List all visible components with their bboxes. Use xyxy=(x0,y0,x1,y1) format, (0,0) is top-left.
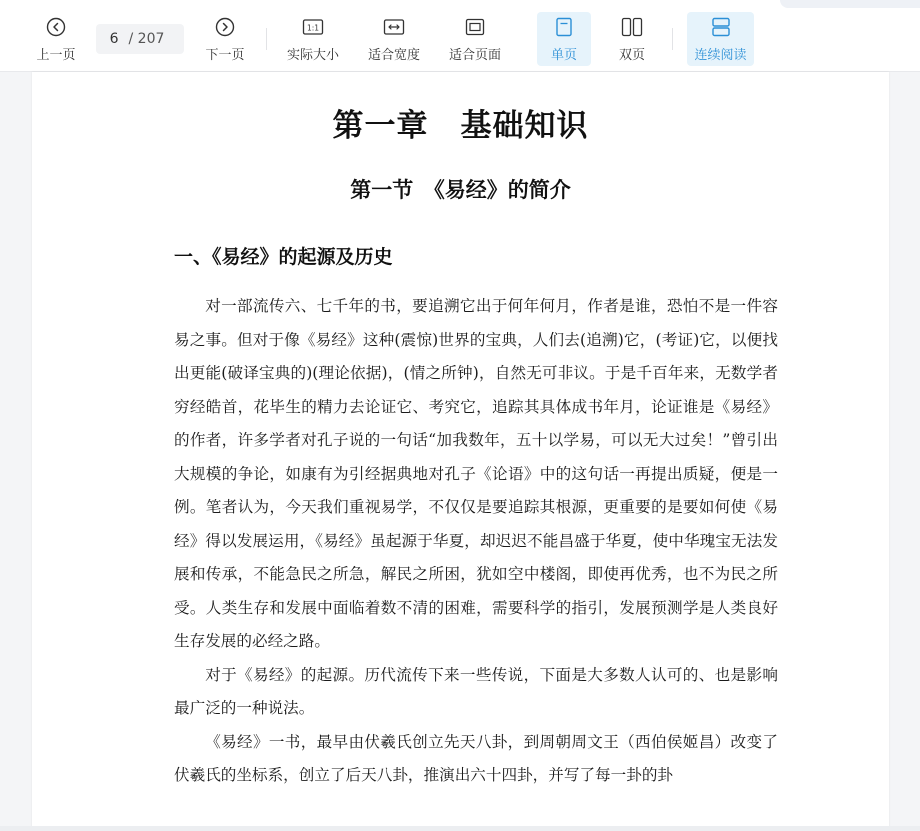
bottom-edge xyxy=(0,826,920,831)
fit-width-button[interactable] xyxy=(363,12,425,66)
actual-size-label: 实际大小 xyxy=(286,48,339,63)
svg-text:1:1: 1:1 xyxy=(306,23,320,33)
subheading: 一、《易经》的起源及历史 xyxy=(174,246,393,268)
fit-width-icon xyxy=(383,16,405,38)
actual-size-icon xyxy=(302,16,324,38)
toolbar-divider xyxy=(266,28,267,50)
actual-size-button[interactable] xyxy=(282,12,344,66)
body-text xyxy=(174,290,778,793)
chevron-right-circle-icon xyxy=(215,16,235,38)
double-page-label: 双页 xyxy=(618,48,645,63)
continuous-reading-button[interactable] xyxy=(687,12,754,66)
toolbar-divider xyxy=(672,28,673,50)
prev-page-label: 上一页 xyxy=(36,48,76,63)
current-page-input[interactable]: 6 xyxy=(109,31,119,47)
section-title: 第一节 《易经》的简介 xyxy=(350,177,571,202)
single-page-icon xyxy=(555,16,573,38)
double-page-button[interactable] xyxy=(606,12,658,66)
fit-page-label: 适合页面 xyxy=(448,48,501,63)
continuous-reading-label: 连续阅读 xyxy=(694,48,747,63)
fit-width-label: 适合宽度 xyxy=(367,48,420,63)
next-page-label: 下一页 xyxy=(205,48,245,63)
fit-page-button[interactable] xyxy=(444,12,506,66)
prev-page-button[interactable] xyxy=(30,12,82,66)
total-pages: / 207 xyxy=(128,31,165,47)
single-page-label: 单页 xyxy=(550,48,577,63)
paragraph: 对一部流传六、七千年的书，要追溯它出于何年何月，作者是谁，恐怕不是一件容易之事。但对于像《易经》这种(震惊)世界的宝典，人们去(追溯)它，(考证)它，以便找出更能(破译宝典的)(理论依据)，(情之所钟)，自然无可非议。于是千百年来，无数学者穷经皓首，花毕生的精力去论证它、考究它，追踪其具体成书年月，论证谁是《易经》的作者，许多学者对孔子说的一句话“加我数年，五十以学易，可以无大过矣！”曾引出大规模的争论，如康有为引经据典地对孔子《论语》中的这句话一再提出质疑，便是一例。笔者认为，今天我们重视易学，不仅仅是要追踪其根源，更重要的是要如何使《易经》得以发展运用，《易经》虽起源于华夏，却迟迟不能昌盛于华夏，使中华瑰宝无法发展和传承，不能急民之所急，解民之所困，犹如空中楼阁，即使再优秀，也不为民之所受。人类生存和发展中面临着数不清的困难，需要科学的指引，发展预测学是人类良好生存发展的必经之路。 xyxy=(174,297,778,650)
paragraph: 对于《易经》的起源。历代流传下来一些传说，下面是大多数人认可的、也是影响最广泛的一种说法。 xyxy=(174,665,778,717)
single-page-button[interactable] xyxy=(537,12,591,66)
document-page xyxy=(32,72,889,831)
window-corner-shade xyxy=(780,0,920,8)
fit-page-icon xyxy=(464,16,486,38)
continuous-scroll-icon xyxy=(711,16,731,38)
chevron-left-circle-icon xyxy=(46,16,66,38)
paragraph: 《易经》一书，最早由伏羲氏创立先天八卦，到周朝周文王（西伯侯姬昌）改变了伏羲氏的坐标系，创立了后天八卦，推演出六十四卦，并写了每一卦的卦 xyxy=(174,732,778,784)
chapter-title: 第一章 基础知识 xyxy=(332,108,589,144)
next-page-button[interactable] xyxy=(199,12,251,66)
page-number-box[interactable] xyxy=(96,24,184,54)
double-page-icon xyxy=(621,16,643,38)
reader-toolbar xyxy=(0,0,920,72)
